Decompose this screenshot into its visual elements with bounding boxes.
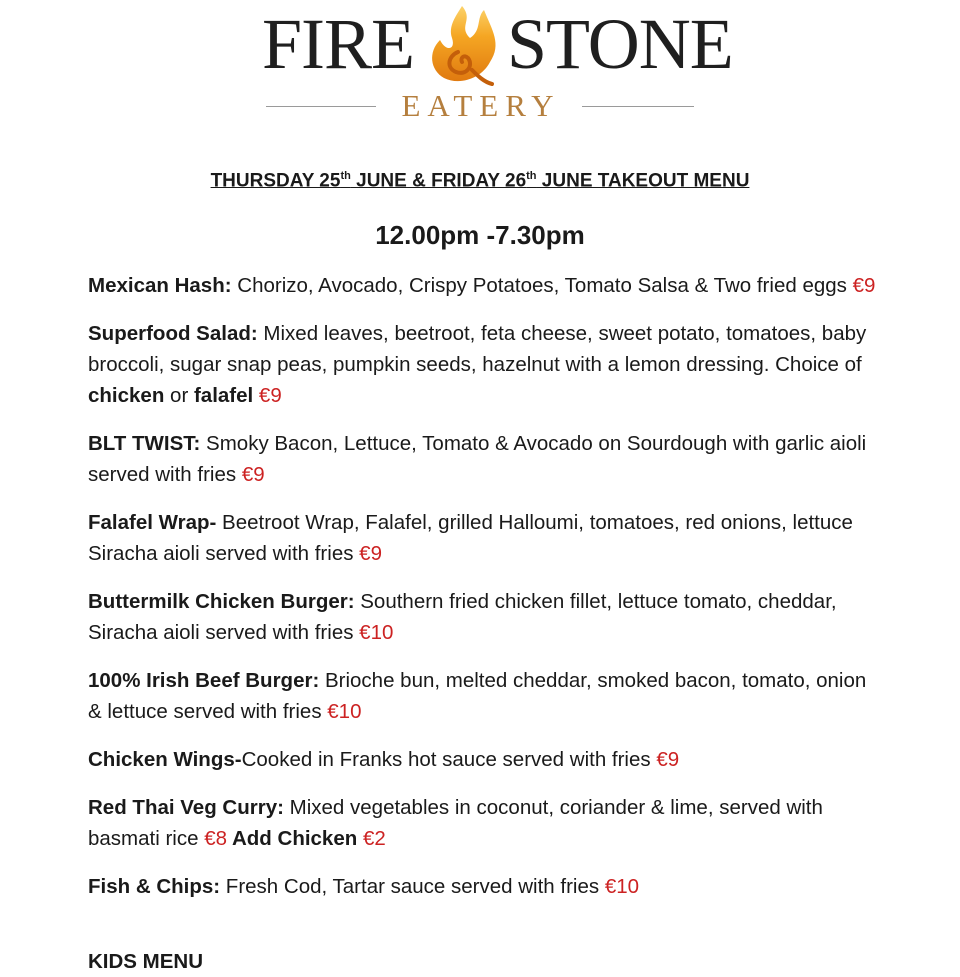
item-price: €10 xyxy=(359,621,394,644)
logo xyxy=(0,0,960,140)
menu-item-blt-twist xyxy=(88,428,878,490)
item-option-falafel: falafel xyxy=(193,384,254,407)
item-description: Cooked in Franks hot sauce served with fries xyxy=(241,748,657,771)
menu-hours: 12.00pm -7.30pm xyxy=(375,220,585,250)
item-name: Mexican Hash: xyxy=(88,274,232,297)
item-description: Southern fried chicken fillet, lettuce tomato, cheddar, Siracha aioli served with fries xyxy=(88,590,837,644)
menu-item-fish-and-chips xyxy=(88,871,878,902)
menu-item-mexican-hash xyxy=(88,270,878,301)
item-price: €9 xyxy=(656,748,680,771)
item-name: Chicken Wings- xyxy=(88,748,242,771)
item-description: Smoky Bacon, Lettuce, Tomato & Avocado on Sourdough with garlic aioli served with fries xyxy=(88,432,867,486)
item-price: €10 xyxy=(604,875,640,898)
item-description: Fresh Cod, Tartar sauce served with fries xyxy=(220,875,605,898)
item-option-chicken: chicken xyxy=(88,384,165,407)
menu-items xyxy=(88,270,878,919)
menu-item-red-thai-veg-curry xyxy=(88,792,878,854)
item-price: €9 xyxy=(359,542,382,565)
logo-rule-right xyxy=(582,106,694,107)
item-name: Superfood Salad: xyxy=(88,322,258,345)
item-description: Mixed leaves, beetroot, feta cheese, sweet potato, tomatoes, baby broccoli, sugar snap peas, pumpkin seeds, hazelnut with a lemon dressing. Choice of xyxy=(88,322,867,376)
item-name: Buttermilk Chicken Burger: xyxy=(88,590,355,613)
item-price: €9 xyxy=(241,463,265,486)
item-price: €8 xyxy=(204,827,228,850)
item-name: BLT TWIST: xyxy=(88,432,201,455)
menu-item-superfood-salad: Superfood Salad: Mixed leaves, beetroot, feta cheese, sweet potato, tomatoes, baby broccoli, sugar snap peas, pumpkin seeds, hazelnut with a lemon dressing. Choice of chicken or falafel €9 xyxy=(88,322,867,407)
logo-subtitle: EATERY xyxy=(401,88,561,123)
item-extra-label: Add Chicken xyxy=(227,827,363,850)
item-name: 100% Irish Beef Burger: xyxy=(88,669,320,692)
logo-word-fire: FIRE xyxy=(262,4,415,84)
menu-item-irish-beef-burger xyxy=(88,665,878,727)
item-description: Mixed vegetables in coconut, coriander & lime, served with basmati rice xyxy=(88,796,823,850)
item-description: Brioche bun, melted cheddar, smoked bacon, tomato, onion & lettuce served with fries xyxy=(88,669,867,723)
item-extra-price: €2 xyxy=(362,827,386,850)
item-name: Red Thai Veg Curry: xyxy=(88,796,284,819)
kids-menu-heading-cutoff: KIDS MENU xyxy=(88,950,204,973)
logo-rule-left xyxy=(266,106,376,107)
menu-item-falafel-wrap xyxy=(88,507,878,569)
item-price: €10 xyxy=(327,700,362,723)
logo-word-stone: STONE xyxy=(507,4,733,84)
menu-item-chicken-wings xyxy=(88,744,878,775)
item-price: €9 xyxy=(253,384,282,407)
menu-item-buttermilk-chicken-burger xyxy=(88,586,878,648)
menu-title: THURSDAY 25th JUNE & FRIDAY 26th JUNE TAKEOUT MENU xyxy=(210,170,750,192)
item-name: Falafel Wrap- xyxy=(88,511,217,534)
item-name: Fish & Chips: xyxy=(88,875,221,898)
item-price: €9 xyxy=(852,274,876,297)
flame-ampersand-icon xyxy=(412,0,512,96)
item-description: Beetroot Wrap, Falafel, grilled Halloumi, tomatoes, red onions, lettuce Siracha aioli served with fries xyxy=(88,511,853,565)
item-description: Chorizo, Avocado, Crispy Potatoes, Tomato Salsa & Two fried eggs xyxy=(231,274,853,297)
